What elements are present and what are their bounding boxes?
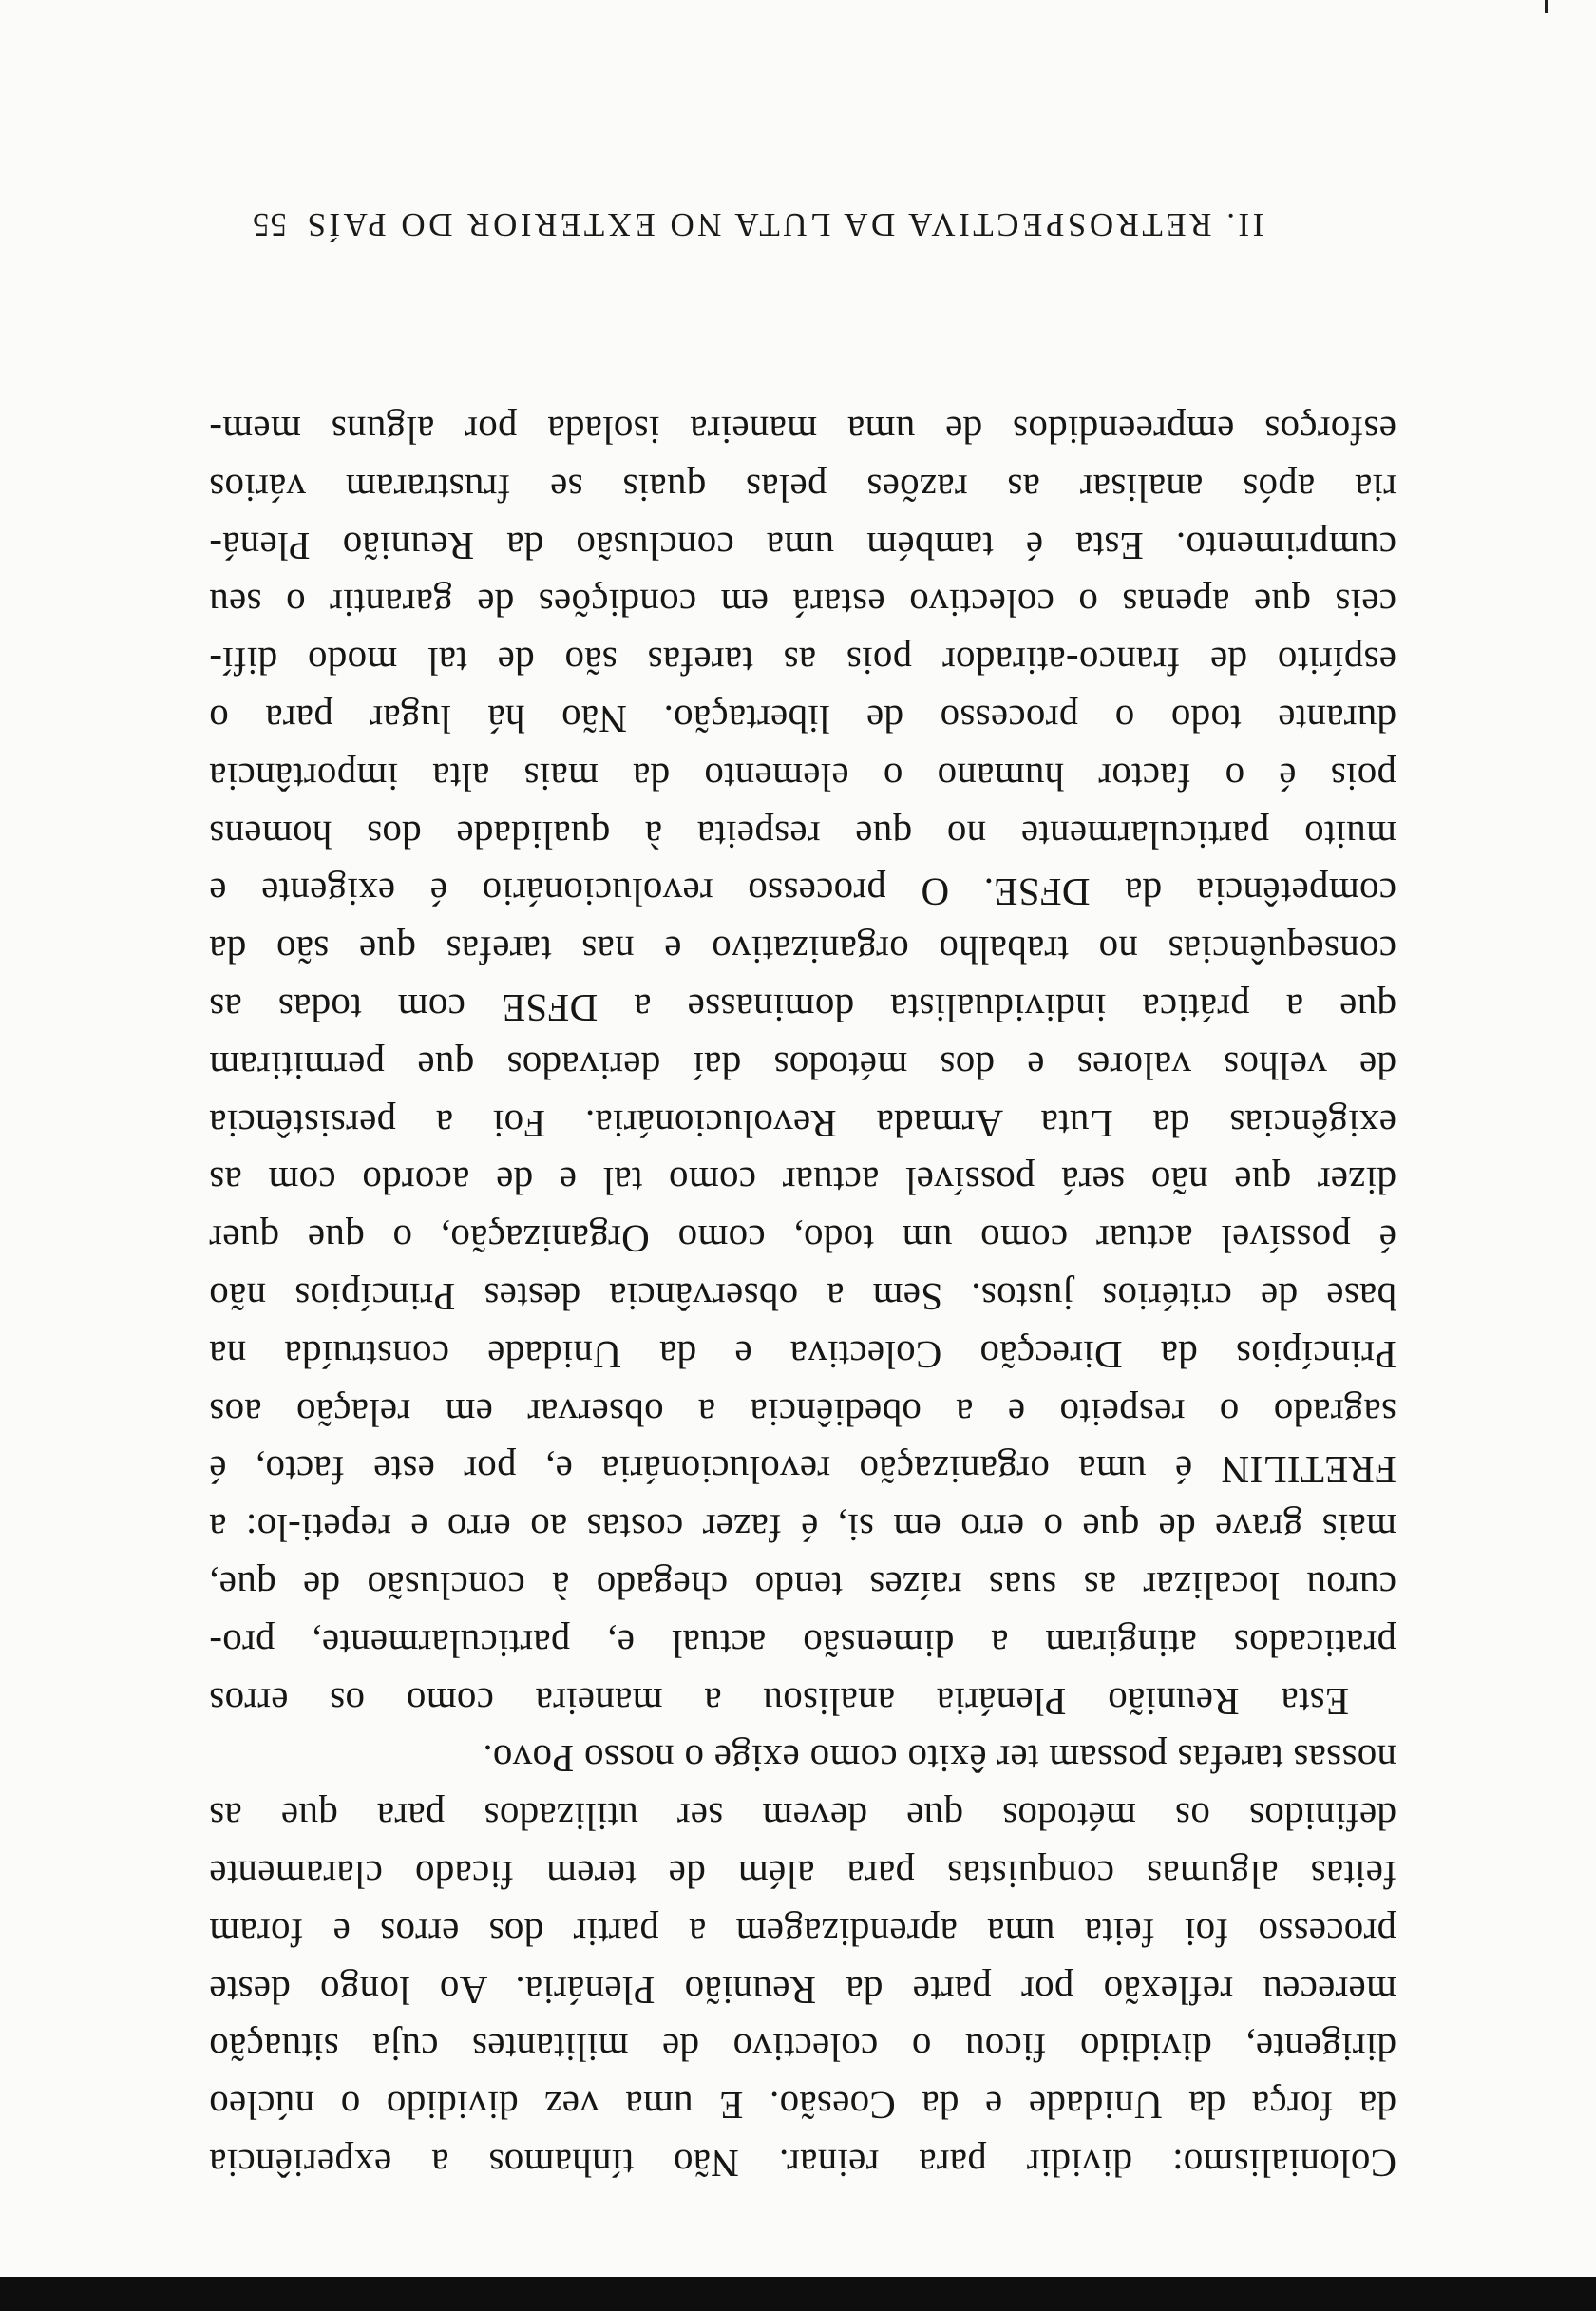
chapter-title: II. RETROSPECTIVA DA LUTA NO EXTERIOR DO PAÍS (304, 206, 1264, 243)
text-line: curou localizar as suas raízes tendo chegado à conclusão de que, (209, 1564, 1396, 1609)
text-line: base de critérios justos. Sem a observância destes Princípios não (209, 1275, 1396, 1320)
text-line: ceis que apenas o colectivo estará em condições de garantir o seu (209, 582, 1396, 626)
scan-dark-edge (0, 2277, 1596, 2311)
text-line: dizer que não será possível actuar como tal e de acordo com as (209, 1159, 1396, 1204)
text-line: dirigente, dividido ficou o colectivo de militantes cuja situação (209, 2026, 1396, 2071)
body-text (209, 401, 1396, 2192)
text-line: feitas algumas conquistas para além de terem ficado claramente (209, 1853, 1396, 1898)
text-line: FRETILIN é uma organização revolucionária e, por este facto, é (209, 1448, 1396, 1493)
text-line: pois é o factor humano o elemento da mais alta importância (209, 754, 1396, 799)
text-line: que a prática individualista dominasse a DFSE com todas as (209, 986, 1396, 1031)
text-line: consequências no trabalho organizativo e nas tarefas que são da (209, 928, 1396, 973)
scan-mark (1545, 0, 1548, 13)
text-line: cumprimento. Esta é também uma conclusão da Reunião Plená- (209, 524, 1396, 568)
page-number: 55 (252, 206, 287, 243)
text-line: mais grave de que o erro em si, é fazer costas ao erro e repeti-lo: a (209, 1506, 1396, 1551)
text-line: nossas tarefas possam ter êxito como exige o nosso Povo. (483, 1737, 1396, 1782)
text-line: Colonialismo: dividir para reinar. Não tínhamos a experiência (209, 2142, 1396, 2186)
text-line: durante todo o processo de libertação. Não há lugar para o (209, 697, 1396, 742)
text-line: esforços empreendidos de uma maneira isolada por alguns mem- (209, 409, 1396, 453)
text-line: é possível actuar como um todo, como Organização, o que quer (209, 1217, 1396, 1262)
text-line: Princípios da Direcção Colectiva e da Unidade construída na (209, 1332, 1396, 1377)
text-line: da força da Unidade e da Coesão. E uma vez dividido o núcleo (209, 2084, 1396, 2129)
text-line: ria após analisar as razões pelas quais se frustraram vários (209, 466, 1396, 510)
text-line: muito particularmente no que respeita à qualidade dos homens (209, 812, 1396, 857)
text-line: praticados atingiram a dimensão actual e, particularmente, pro- (209, 1621, 1396, 1666)
text-line: definidos os métodos que devem ser utilizados para que as (209, 1795, 1396, 1840)
text-line: competência da DFSE. O processo revolucionário é exigente e (209, 870, 1396, 915)
text-line: sagrado o respeito e a obediência a observar em relação aos (209, 1390, 1396, 1435)
text-line: espírito de franco-atirador pois as tarefas são de tal modo difí- (209, 640, 1396, 684)
text-line: mereceu reflexão por parte da Reunião Plenária. Ao longo deste (209, 1968, 1396, 2013)
text-line: exigências da Luta Armada Revolucionária. Foi a persistência (209, 1101, 1396, 1146)
text-line: processo foi feita uma aprendizagem a partir dos erros e foram (209, 1910, 1396, 1955)
text-line: de velhos valores e dos métodos daí derivados que permitiram (209, 1043, 1396, 1088)
text-line: Esta Reunião Plenária analisou a maneira como os erros (209, 1679, 1349, 1724)
running-head (252, 205, 1358, 243)
